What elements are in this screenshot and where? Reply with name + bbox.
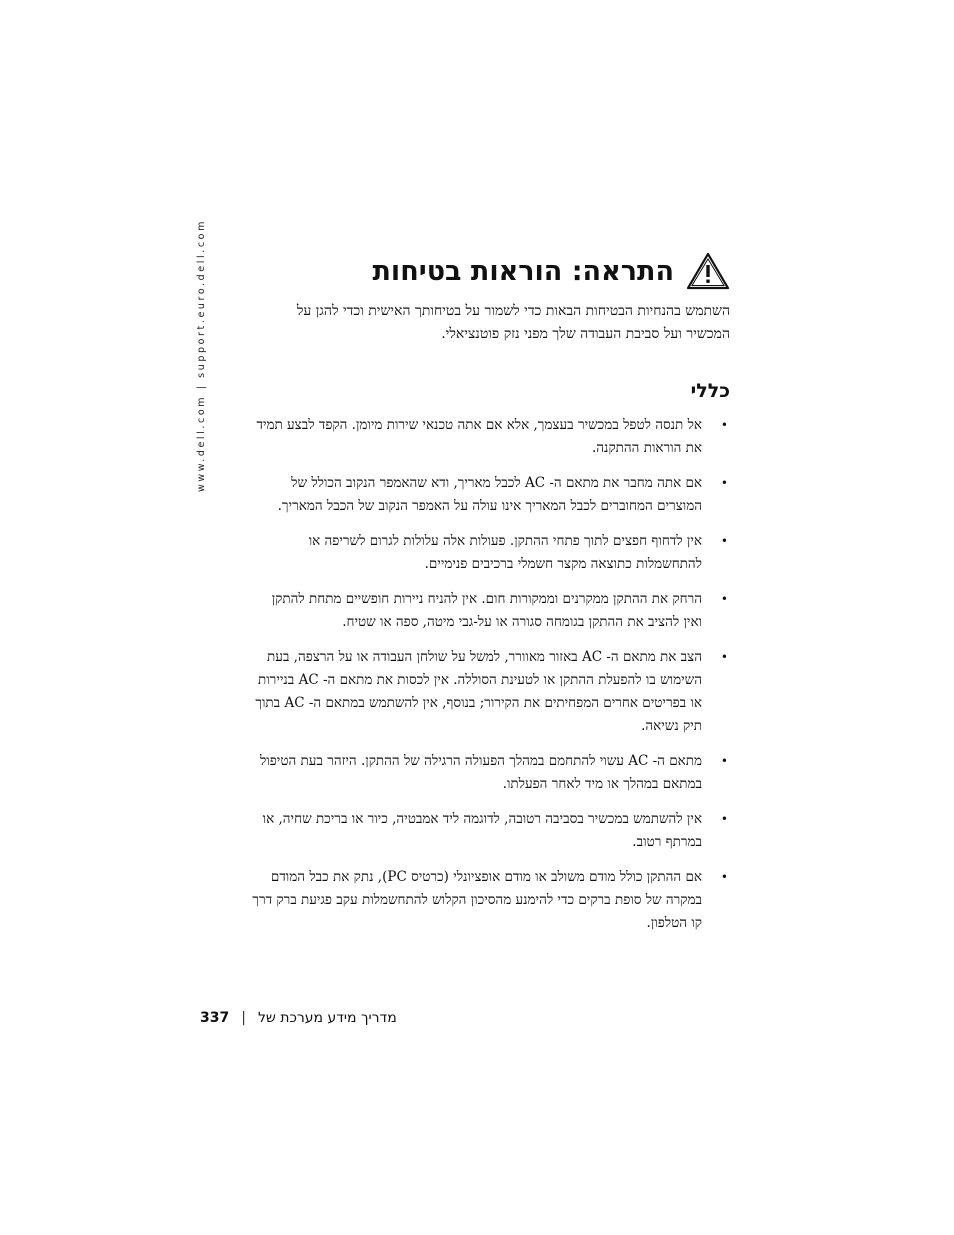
page-footer: [200, 1010, 440, 1026]
bullet-icon: •: [720, 754, 728, 768]
footer-separator: |: [241, 1010, 246, 1026]
safety-bullet-list: [250, 414, 730, 947]
list-item: [250, 414, 730, 460]
bullet-icon: •: [720, 650, 728, 664]
bullet-icon: •: [720, 870, 728, 884]
side-url-text: www.dell.com | support.euro.dell.com: [196, 219, 207, 492]
list-item: [250, 472, 730, 518]
list-item: [250, 646, 730, 738]
list-item: [250, 750, 730, 796]
bullet-icon: •: [720, 534, 728, 548]
bullet-icon: •: [720, 476, 728, 490]
page-title: התראה: הוראות בטיחות: [372, 255, 674, 287]
bullet-icon: •: [720, 592, 728, 606]
bullet-text: אין לדחוף חפצים לתוך פתחי ההתקן. פעולות אלה עלולות לגרום לשריפה או להתחשמלות כתוצאה מקצר חשמלי ברכיבים פנימיים.: [308, 533, 702, 572]
bullet-text: אין להשתמש במכשיר בסביבה רטובה, לדוגמה ליד אמבטיה, כיור או בריכת שחיה, או במרתף רטוב.: [262, 811, 702, 850]
list-item: [250, 808, 730, 854]
bullet-text: אל תנסה לטפל במכשיר בעצמך, אלא אם אתה טכנאי שירות מיומן. הקפד לבצע תמיד את הוראות ההתקנה.: [256, 417, 702, 456]
bullet-icon: •: [720, 812, 728, 826]
bullet-text: הצב את מתאם ה- AC באזור מאוורר, למשל על שולחן העבודה או על הרצפה, בעת השימוש בו להפעלת ההתקן או לטעינת הסוללה. אין לכסות את מתאם ה- AC בניירות או בפריטים אחרים המפחיתים את הקירור; בנוסף, אין להשתמש במתאם ה- AC בתוך תיק נשיאה.: [255, 649, 702, 734]
intro-paragraph: השתמש בהנחיות הבטיחות הבאות כדי לשמור על בטיחותך האישית וכדי להגן על המכשיר ועל סביבת העבודה שלך מפני נזק פוטנציאלי.: [296, 303, 730, 342]
bullet-text: מתאם ה- AC עשוי להתחמם במהלך הפעולה הרגילה של ההתקן. היזהר בעת הטיפול במתאם במהלך או מיד לאחר הפעלתו.: [259, 753, 702, 792]
bullet-text: אם ההתקן כולל מודם משולב או מודם אופציונלי (כרטיס PC), נתק את כבל המודם במקרה של סופת ברקים כדי להימנע מהסיכון הקלוש להתחשמלות עקב פגיעת ברק דרך קו הטלפון.: [252, 869, 702, 931]
list-item: [250, 530, 730, 576]
warning-triangle-icon: [686, 252, 730, 290]
list-item: [250, 588, 730, 634]
guide-title: מדריך מידע מערכת של: [257, 1010, 397, 1026]
bullet-icon: •: [720, 418, 728, 432]
bullet-text: אם אתה מחבר את מתאם ה- AC לכבל מאריך, ודא שהאמפר הנקוב הכולל של המוצרים המחוברים לכבל המאריך אינו עולה על האמפר הנקוב של הכבל המאריך.: [277, 475, 702, 514]
title-row: [372, 252, 730, 290]
bullet-text: הרחק את ההתקן ממקרנים וממקורות חום. אין להניח ניירות חופשיים מתחת להתקן ואין להציב את ההתקן בגומחה סגורה או על-גבי מיטה, ספה או שטיח.: [271, 591, 702, 630]
section-heading: כללי: [690, 380, 730, 402]
page-number: 337: [200, 1010, 230, 1026]
list-item: [250, 866, 730, 935]
